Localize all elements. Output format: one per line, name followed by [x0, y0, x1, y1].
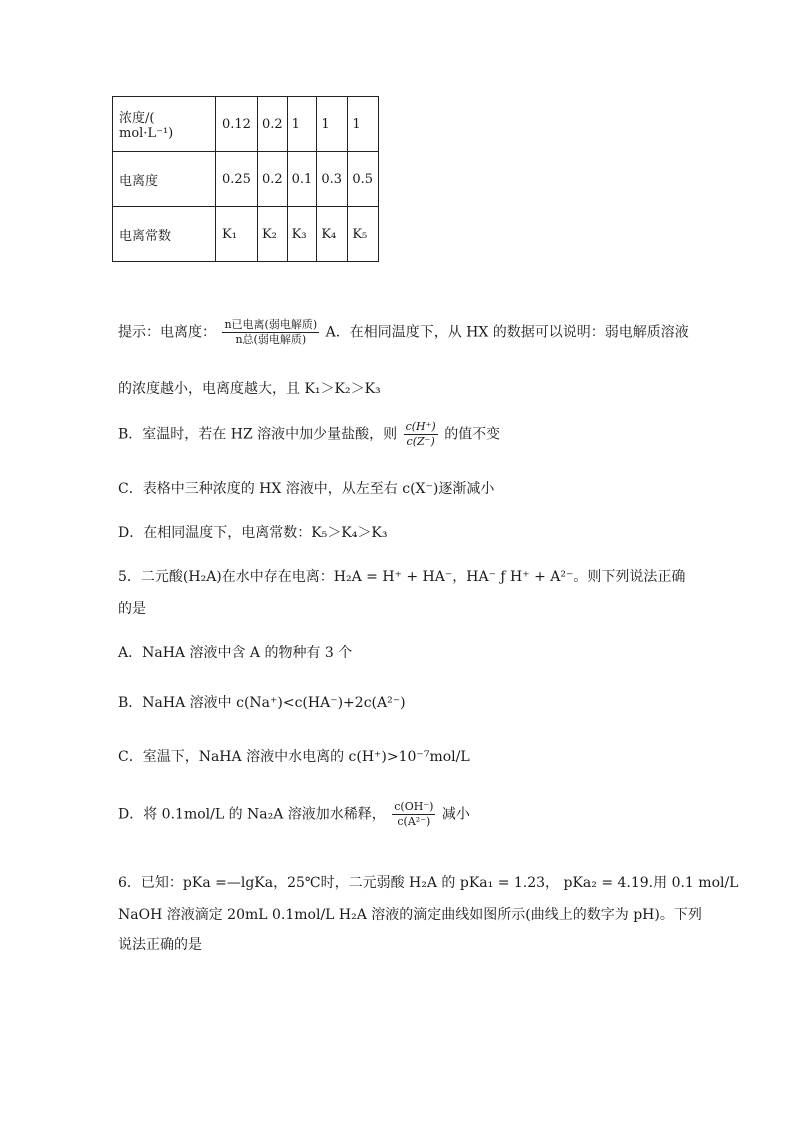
- row-label-concentration: 浓度/( mol·L⁻¹): [113, 97, 216, 152]
- fraction-denominator: c(A²⁻): [397, 815, 431, 828]
- q6-stem-line2: NaOH 溶液滴定 20mL 0.1mol/L H₂A 溶液的滴定曲线如图所示(曲线上的数字为 pH)。下列: [118, 907, 702, 923]
- table-cell: 0.5: [348, 152, 379, 207]
- ionization-degree-fraction: [222, 318, 319, 347]
- row-label-ionization-constant: 电离常数: [113, 207, 216, 262]
- table-cell: 1: [348, 97, 379, 152]
- table-cell: 0.25: [216, 152, 258, 207]
- fraction-numerator: c(H⁺): [405, 420, 436, 433]
- table-cell: K₂: [257, 207, 287, 262]
- q5-option-b: B．NaHA 溶液中 c(Na⁺)<c(HA⁻)+2c(A²⁻): [118, 695, 406, 711]
- hint-prefix: 提示：电离度：: [118, 324, 216, 341]
- table-row: [113, 97, 379, 152]
- ionization-table: [112, 96, 379, 262]
- q5-stem-line1: 5．二元酸(H₂A)在水中存在电离：H₂A = H⁺ + HA⁻，HA⁻ ƒ H⁺ + A²⁻。则下列说法正确: [118, 569, 686, 585]
- q4-option-b-fraction: [404, 420, 438, 449]
- fraction-denominator: c(Z⁻): [406, 435, 435, 448]
- q5-option-d-text: D．将 0.1mol/L 的 Na₂A 溶液加水稀释，: [118, 806, 386, 823]
- table-cell: 0.3: [317, 152, 348, 207]
- q4-option-a-line1: A．在相同温度下，从 HX 的数据可以说明：弱电解质溶液: [325, 324, 689, 341]
- table-cell: K₁: [216, 207, 258, 262]
- hint-line: [118, 318, 689, 347]
- q4-option-b-text: B．室温时，若在 HZ 溶液中加少量盐酸，则: [118, 426, 398, 443]
- fraction-denominator: n总(弱电解质): [235, 333, 307, 346]
- q4-option-b: [118, 420, 500, 449]
- q4-option-b-suffix: 的值不变: [444, 426, 501, 443]
- table-cell: 0.12: [216, 97, 258, 152]
- q5-option-c: C．室温下，NaHA 溶液中水电离的 c(H⁺)>10⁻⁷mol/L: [118, 749, 470, 765]
- q6-stem-line3: 说法正确的是: [118, 937, 202, 953]
- table-cell: 0.2: [257, 152, 287, 207]
- table-cell: 1: [287, 97, 317, 152]
- q6-stem-line1: 6．已知：pKa =—lgKa，25℃时，二元弱酸 H₂A 的 pKa₁ = 1.23， pKa₂ = 4.19.用 0.1 mol/L: [118, 875, 739, 891]
- table-cell: K₄: [317, 207, 348, 262]
- q5-option-a: A．NaHA 溶液中含 A 的物种有 3 个: [118, 645, 353, 661]
- table-cell: 0.1: [287, 152, 317, 207]
- table-cell: K₃: [287, 207, 317, 262]
- q5-option-d-suffix: 减小: [441, 806, 470, 823]
- q5-option-d: [118, 800, 470, 829]
- q4-option-c: C．表格中三种浓度的 HX 溶液中，从左至右 c(X⁻)逐渐减小: [118, 481, 495, 497]
- q4-option-a-line2: 的浓度越小，电离度越大，且 K₁＞K₂＞K₃: [118, 381, 381, 397]
- table-row: [113, 207, 379, 262]
- table-cell: 0.2: [257, 97, 287, 152]
- fraction-numerator: c(OH⁻): [394, 800, 434, 813]
- q5-stem-line2: 的是: [118, 601, 146, 617]
- fraction-numerator: n已电离(弱电解质): [224, 318, 318, 331]
- q4-option-d: D．在相同温度下，电离常数：K₅＞K₄＞K₃: [118, 525, 388, 541]
- table-cell: K₅: [348, 207, 379, 262]
- row-label-ionization-degree: 电离度: [113, 152, 216, 207]
- q5-option-d-fraction: [392, 800, 435, 829]
- table-cell: 1: [317, 97, 348, 152]
- table-row: [113, 152, 379, 207]
